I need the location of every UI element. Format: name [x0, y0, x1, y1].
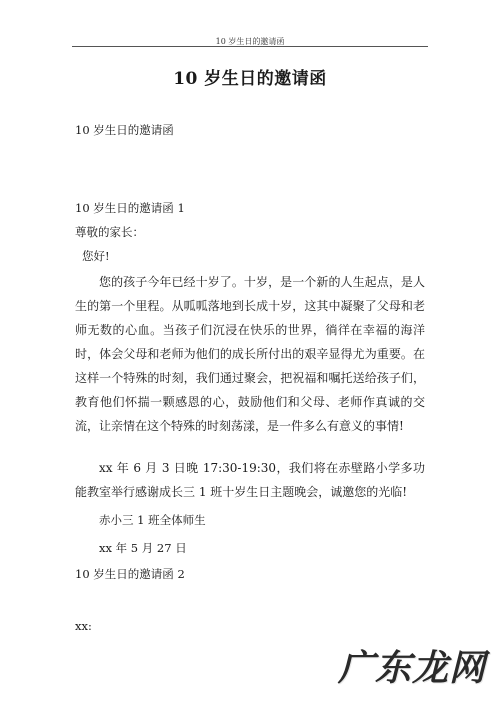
- section-2-heading: 10 岁生日的邀请函 2: [75, 567, 185, 581]
- header-divider: [72, 46, 428, 47]
- running-header: 10 岁生日的邀请函: [215, 37, 285, 46]
- salutation: 尊敬的家长：: [75, 225, 144, 239]
- section-2-salutation: xx:: [75, 619, 92, 633]
- site-watermark: 广东龙网: [337, 648, 486, 689]
- document-title: 10 岁生日的邀请函: [173, 69, 327, 89]
- event-paragraph: xx 年 6 月 3 日晚 17:30-19:30，我们将在赤壁路小学多功能教室举行感谢成长三 1 班十岁生日主题晚会，诚邀您的光临!: [75, 461, 425, 499]
- signature: 赤小三 1 班全体师生: [99, 513, 206, 527]
- document-subtitle: 10 岁生日的邀请函: [75, 123, 174, 137]
- body-paragraph: 您的孩子今年已经十岁了。十岁，是一个新的人生起点，是人生的第一个里程。从呱呱落地到长成十岁，这其中凝聚了父母和老师无数的心血。当孩子们沉浸在快乐的世界，徜徉在幸福的海洋时，体会父母和老师为他们的成长所付出的艰辛显得尤为重要。在这样一个特殊的时刻，我们通过聚会，把祝福和嘱托送给孩子们，教育他们怀揣一颗感恩的心，鼓励他们和父母、老师作真诚的交流，让亲情在这个特殊的时刻荡漾，是一件多么有意义的事情!: [75, 275, 425, 433]
- greeting: 您好!: [82, 249, 110, 263]
- letter-date: xx 年 5 月 27 日: [99, 541, 187, 555]
- section-1-heading: 10 岁生日的邀请函 1: [75, 201, 185, 215]
